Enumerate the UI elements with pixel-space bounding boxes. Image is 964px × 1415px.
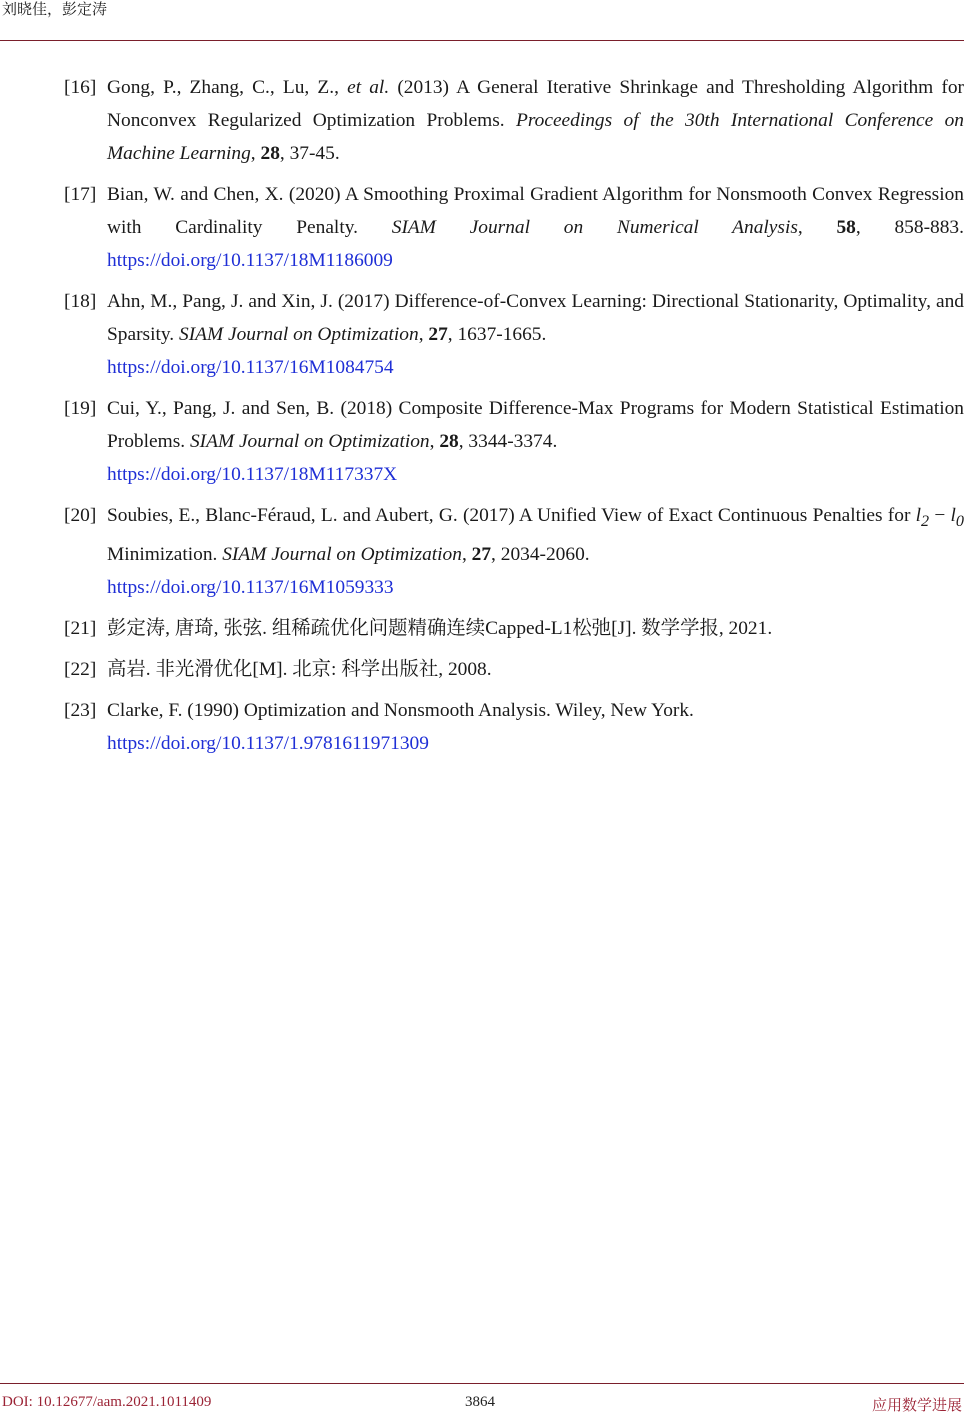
reference-text: Ahn, M., Pang, J. and Xin, J. (2017) Difference-of-Convex Learning: Directional Stationarity, Optimality, and Sparsity. <box>107 291 964 345</box>
reference-separator: , <box>250 143 261 164</box>
reference-pages: , 37-45. <box>279 143 340 164</box>
reference-20 <box>64 499 964 604</box>
math-l2-minus-l0 <box>915 505 964 530</box>
reference-doi-link[interactable]: https://doi.org/10.1137/16M1084754 <box>107 357 394 378</box>
reference-16 <box>64 71 964 170</box>
reference-volume: 27 <box>471 543 492 565</box>
reference-volume: 28 <box>260 143 280 164</box>
reference-volume: 27 <box>428 324 448 345</box>
reference-text: Soubies, E., Blanc-Féraud, L. and Aubert, G. (2017) A Unified View of Exact Continuous Penalties for <box>107 505 916 526</box>
reference-text: 彭定涛, 唐琦, 张弦. 组稀疏优化问题精确连续Capped-L1松弛[J]. 数学学报, 2021. <box>107 617 773 639</box>
header-authors: 刘晓佳，彭定涛 <box>2 2 108 18</box>
reference-text: 高岩. 非光滑优化[M]. 北京: 科学出版社, 2008. <box>107 658 492 680</box>
reference-text: Bian, W. and Chen, X. (2020) A Smoothing Proximal Gradient Algorithm for Nonsmooth Convex Regression with Cardinality Penalty. <box>107 184 964 238</box>
reference-23 <box>64 694 964 760</box>
reference-22 <box>64 653 964 686</box>
page-number: 3864 <box>465 1394 495 1410</box>
reference-doi-link[interactable]: https://doi.org/10.1137/18M1186009 <box>107 250 393 271</box>
reference-number: [20] <box>64 505 97 526</box>
reference-number: [18] <box>64 291 97 312</box>
page-header <box>0 0 964 41</box>
reference-number: [23] <box>64 699 97 721</box>
footer-doi: DOI: 10.12677/aam.2021.1011409 <box>2 1394 212 1410</box>
reference-volume: 58 <box>836 217 856 238</box>
reference-doi-link[interactable]: https://doi.org/10.1137/1.9781611971309 <box>107 732 429 754</box>
reference-journal: SIAM Journal on Optimization <box>189 431 430 452</box>
reference-authors: Gong, P., Zhang, C., Lu, Z., <box>107 77 348 98</box>
reference-separator: , <box>418 324 429 345</box>
reference-21 <box>64 612 964 645</box>
reference-pages: , 2034-2060. <box>491 543 590 565</box>
reference-number: [17] <box>64 184 97 205</box>
reference-pages: , 3344-3374. <box>458 431 558 452</box>
reference-separator: , <box>461 543 472 565</box>
reference-separator: , <box>797 217 837 238</box>
reference-pages: , 858-883. <box>855 217 964 238</box>
reference-text: Minimization. <box>107 543 223 565</box>
reference-text: Cui, Y., Pang, J. and Sen, B. (2018) Composite Difference-Max Programs for Modern Statistical Estimation Problems. <box>107 398 964 452</box>
reference-number: [16] <box>64 77 97 98</box>
reference-number: [21] <box>64 617 97 639</box>
math-operator: − <box>929 505 951 526</box>
reference-17 <box>64 178 964 277</box>
reference-list <box>64 71 964 768</box>
page-footer <box>0 1383 964 1415</box>
reference-title: (2013) A General Iterative Shrinkage and Thresholding Algorithm for Nonconvex Regularized Optimization Problems. <box>107 77 964 131</box>
reference-journal: SIAM Journal on Optimization <box>222 543 462 565</box>
reference-number: [22] <box>64 658 97 680</box>
reference-19 <box>64 392 964 491</box>
reference-journal: SIAM Journal on Numerical Analysis <box>391 217 798 238</box>
math-symbol: l <box>915 505 922 526</box>
reference-journal: Proceedings of the 30th International Conference on Machine Learning <box>107 110 964 164</box>
reference-number: [19] <box>64 398 97 419</box>
reference-etal: et al. <box>347 77 390 98</box>
reference-18 <box>64 285 964 384</box>
reference-pages: , 1637-1665. <box>447 324 547 345</box>
footer-journal-name: 应用数学进展 <box>871 1398 962 1414</box>
reference-separator: , <box>429 431 440 452</box>
math-symbol: l <box>950 505 956 526</box>
reference-volume: 28 <box>439 431 459 452</box>
reference-journal: SIAM Journal on Optimization <box>179 324 419 345</box>
reference-text: Clarke, F. (1990) Optimization and Nonsmooth Analysis. Wiley, New York. <box>107 699 694 721</box>
reference-doi-link[interactable]: https://doi.org/10.1137/18M117337X <box>107 464 398 485</box>
reference-doi-link[interactable]: https://doi.org/10.1137/16M1059333 <box>107 576 394 598</box>
math-subscript: 0 <box>955 512 964 530</box>
math-subscript: 2 <box>921 512 930 530</box>
